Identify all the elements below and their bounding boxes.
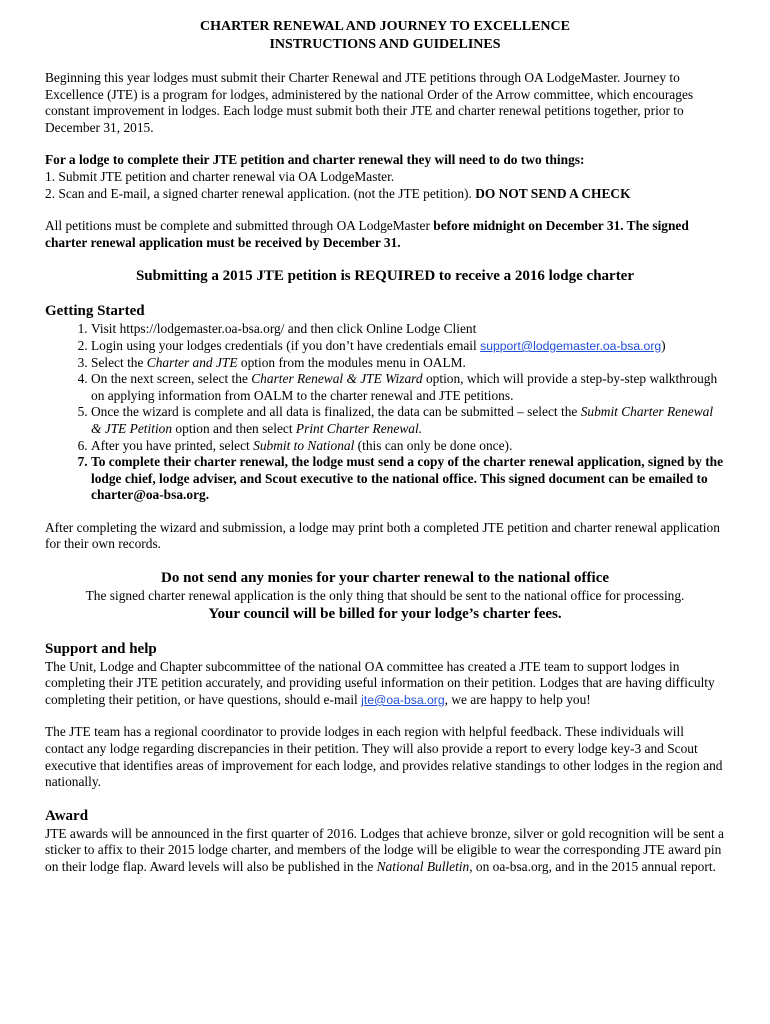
two-things-item-2-text: 2. Scan and E-mail, a signed charter renewal application. (not the JTE petition). [45, 185, 476, 201]
step-6-italic: Submit to National [253, 437, 355, 453]
page-title-line2: INSTRUCTIONS AND GUIDELINES [269, 37, 501, 52]
award-heading: Award [45, 807, 89, 824]
after-wizard-paragraph: After completing the wizard and submission, a lodge may print both a completed JTE petition and charter renewal application for their own records. [45, 519, 720, 552]
support-heading: Support and help [45, 640, 157, 657]
deadline-text: All petitions must be complete and submitted through OA LodgeMaster [45, 218, 434, 234]
step-7: 7. To complete their charter renewal, the lodge must send a copy of the charter renewal application, signed by the lodge chief, lodge adviser, and Scout executive to the national office. This signed document can be emailed to charter@oa-bsa.org. [91, 454, 725, 504]
step-6 [91, 438, 725, 455]
required-notice: Submitting a 2015 JTE petition is REQUIRED to receive a 2016 lodge charter [135, 268, 635, 285]
national-bulletin-italic: National Bulletin [376, 859, 470, 874]
support-paragraph [45, 659, 725, 709]
deadline-bold: before midnight on December 31. The signed charter renewal application must be received by December 31. [45, 218, 689, 250]
step-5-text: Once the wizard is complete and all data is finalized, the data can be submitted – select the [91, 404, 581, 420]
two-things-item-2 [45, 186, 725, 203]
two-things-heading: For a lodge to complete their JTE petition and charter renewal they will need to do two things: [45, 152, 585, 168]
jte-team-paragraph: The JTE team has a regional coordinator to provide lodges in each region with helpful feedback. These individuals will contact any lodge regarding discrepancies in their petition. They will also provide a report to every lodge key-3 and Scout executive that identifies areas of improvement for each lodge, and provides relative standings to other lodges in the region and nationally. [45, 724, 723, 790]
step-6-text-end: (this can only be done once). [354, 437, 513, 453]
jte-email-link[interactable]: jte@oa-bsa.org [361, 692, 445, 707]
support-email-link[interactable]: support@lodgemaster.oa-bsa.org [480, 338, 662, 353]
step-3-text: Select the [91, 354, 147, 370]
step-5-italic-1: Submit Charter Renewal & JTE Petition [91, 404, 714, 436]
step-2-text: Login using your lodges credentials (if you don’t have credentials email [91, 337, 481, 353]
step-3-italic: Charter and JTE [146, 354, 238, 370]
page-title-line1: CHARTER RENEWAL AND JOURNEY TO EXCELLENCE [200, 19, 570, 34]
step-4-text: On the next screen, select the [91, 371, 252, 387]
step-3 [91, 355, 725, 372]
intro-paragraph: Beginning this year lodges must submit their Charter Renewal and JTE petitions through OA LodgeMaster. Journey to Excellence (JTE) is a program for lodges, administered by the national Order of the Arrow committee, which encourages constant improvement in lodges. Each lodge must submit both their JTE and charter renewal petitions together, prior to December 31, 2015. [45, 70, 694, 135]
deadline-paragraph [45, 218, 725, 251]
two-things-section [45, 152, 725, 202]
council-billed-notice: Your council will be billed for your lodge’s charter fees. [208, 605, 562, 622]
monies-line: The signed charter renewal application is the only thing that should be sent to the national office for processing. [85, 588, 685, 604]
award-paragraph [45, 826, 725, 876]
step-5 [91, 404, 725, 437]
step-5-text-mid: option and then select [172, 420, 296, 436]
getting-started-steps [45, 321, 725, 504]
step-4 [91, 371, 725, 404]
support-text-end: , we are happy to help you! [444, 691, 591, 707]
no-check-warning: DO NOT SEND A CHECK [475, 185, 631, 201]
two-things-item-1: 1. Submit JTE petition and charter renewal via OA LodgeMaster. [45, 168, 395, 184]
step-5-italic-2: Print Charter Renewal. [295, 420, 423, 436]
step-3-text-end: option from the modules menu in OALM. [237, 354, 466, 370]
monies-section [45, 569, 725, 624]
award-text: JTE awards will be announced in the first quarter of 2016. Lodges that achieve bronze, silver or gold recognition will be sent a sticker to affix to their 2015 lodge charter, and members of the lodge will be eligible to wear the corresponding JTE award pin on their lodge flap. Award levels will also be published in the [45, 825, 724, 874]
award-text-end: , on oa-bsa.org, and in the 2015 annual report. [469, 859, 716, 874]
support-text: The Unit, Lodge and Chapter subcommittee of the national OA committee has created a JTE team to support lodges in completing their JTE petition accurately, and providing useful information on their petition. Lodges that are having difficulty completing their petition, or have questions, should e-mail [45, 658, 715, 707]
getting-started-heading: Getting Started [45, 303, 145, 320]
step-2 [91, 338, 725, 355]
monies-heading: Do not send any monies for your charter renewal to the national office [160, 570, 610, 587]
step-4-text-end: option, which will provide a step-by-step walkthrough on applying information from OALM to the charter renewal and JTE petitions. [91, 371, 718, 403]
step-2-end: ) [661, 337, 666, 353]
step-4-italic: Charter Renewal & JTE Wizard [251, 371, 423, 387]
step-6-text: After you have printed, select [91, 437, 254, 453]
step-1: 1. Visit https://lodgemaster.oa-bsa.org/ and then click Online Lodge Client [91, 321, 725, 338]
